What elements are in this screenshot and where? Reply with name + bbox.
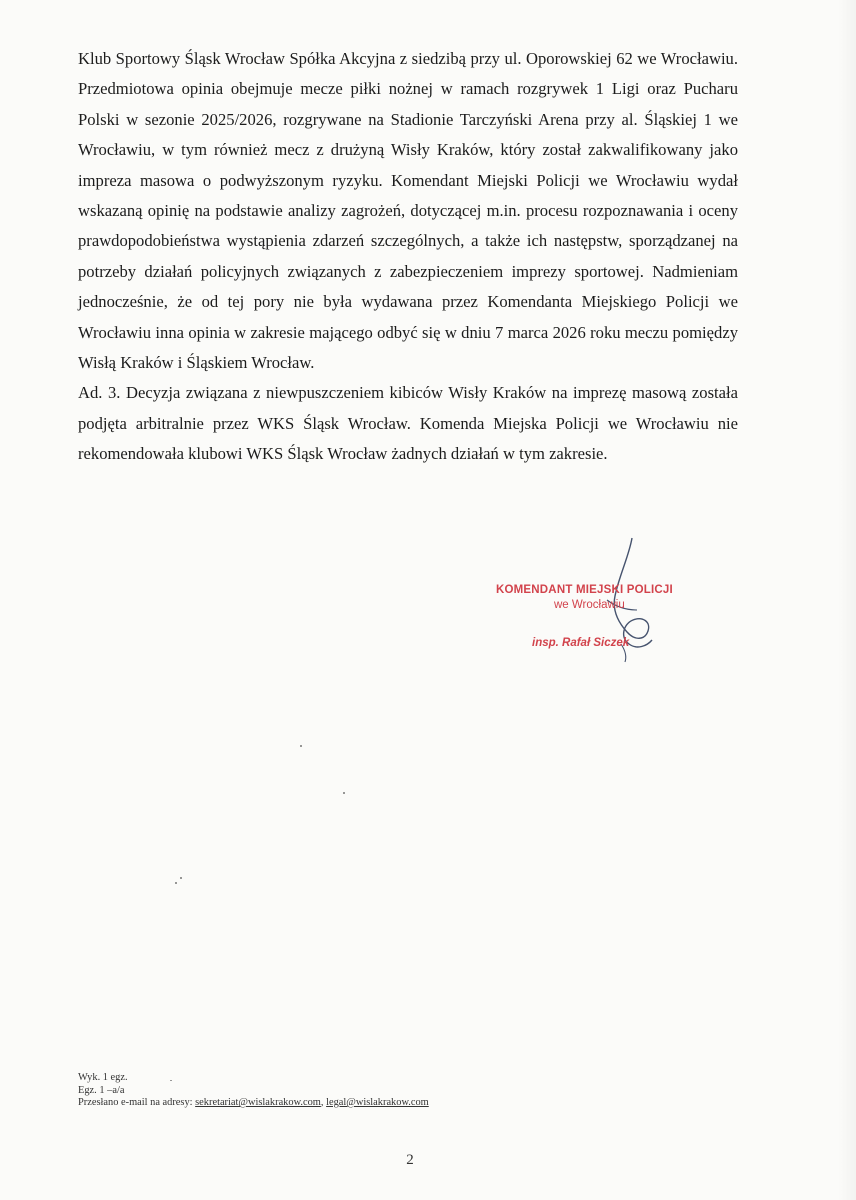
email-link-legal[interactable]: legal@wislakrakow.com	[326, 1097, 429, 1108]
official-stamp	[496, 578, 696, 678]
scan-speck	[343, 792, 345, 794]
footer-separator: ,	[320, 1097, 327, 1108]
page-edge-shadow	[838, 0, 856, 1200]
scan-speck	[175, 882, 177, 884]
body-paragraph-2: Ad. 3. Decyzja związana z niewpuszczeniem kibiców Wisły Kraków na imprezę masową została podjęta arbitralnie przez WKS Śląsk Wrocław. Komenda Miejska Policji we Wrocławiu nie rekomendowała klubowi WKS Śląsk Wrocław żadnych działań w tym zakresie.	[78, 383, 738, 464]
stamp-location: we Wrocławiu	[554, 599, 625, 611]
document-footer	[78, 1072, 578, 1110]
email-link-sekretariat[interactable]: sekretariat@wislakrakow.com	[195, 1097, 321, 1108]
page-number: 2	[406, 1152, 414, 1168]
stamp-title: KOMENDANT MIEJSKI POLICJI	[496, 584, 673, 596]
body-paragraph-1: Klub Sportowy Śląsk Wrocław Spółka Akcyjna z siedzibą przy ul. Oporowskiej 62 we Wrocławiu. Przedmiotowa opinia obejmuje mecze piłki nożnej w ramach rozgrywek 1 Ligi oraz Pucharu Polski w sezonie 2025/2026, rozgrywane na Stadionie Tarczyński Arena przy al. Śląskiej 1 we Wrocławiu, w tym również mecz z drużyną Wisły Kraków, który został zakwalifikowany jako impreza masowa o podwyższonym ryzyku. Komendant Miejski Policji we Wrocławiu wydał wskazaną opinię na podstawie analizy zagrożeń, dotyczącej m.in. procesu rozpoznawania i oceny prawdopodobieństwa wystąpienia zdarzeń szczególnych, a także ich następstw, sporządzanej na potrzeby działań policyjnych związanych z zabezpieczeniem imprezy sportowej. Nadmieniam jednocześnie, że od tej pory nie była wydawana przez Komendanta Miejskiego Policji we Wrocławiu inna opinia w zakresie mającego odbyć się w dniu 7 marca 2026 roku meczu pomiędzy Wisłą Kraków i Śląskiem Wrocław.	[78, 49, 738, 373]
footer-sent-to	[78, 1097, 578, 1110]
scan-speck	[180, 877, 182, 879]
footer-sent-prefix: Przesłano e-mail na adresy:	[78, 1097, 196, 1108]
footer-copy-number: Egz. 1 –a/a	[78, 1084, 125, 1096]
scan-speck	[300, 745, 302, 747]
stamp-signatory: insp. Rafał Siczek	[532, 637, 630, 649]
letter-body	[78, 44, 738, 470]
footer-copies-made: Wyk. 1 egz.	[78, 1072, 128, 1083]
